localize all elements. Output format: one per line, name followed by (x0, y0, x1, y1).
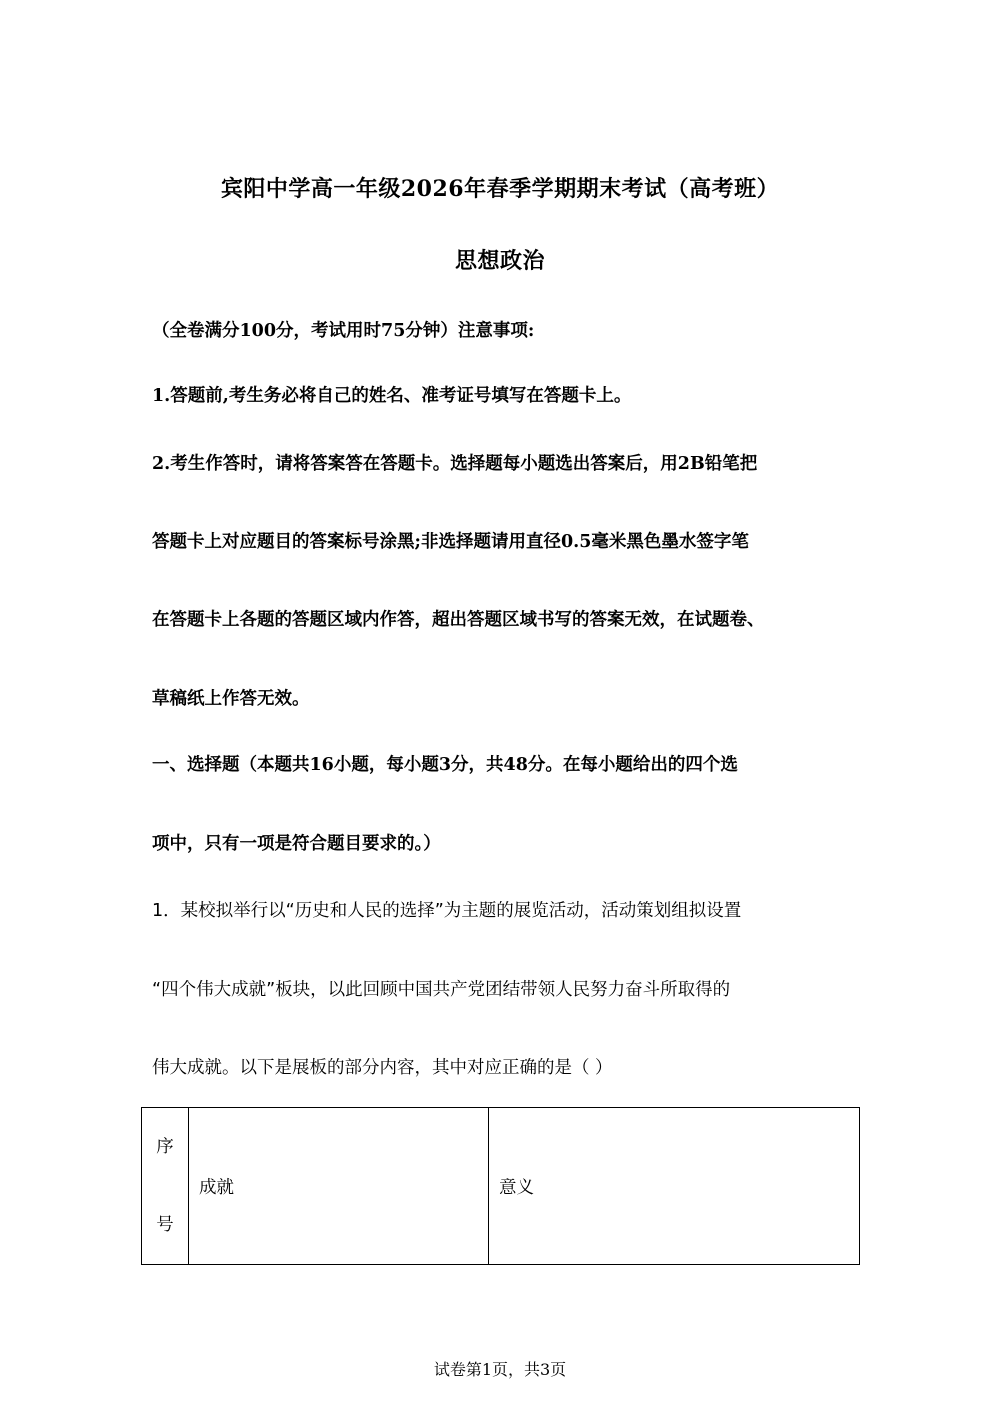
notice-item: 在答题卡上各题的答题区域内作答，超出答题区域书写的答案无效，在试题卷、 (152, 610, 765, 630)
section-heading: 项中，只有一项是符合题目要求的。） (152, 834, 441, 854)
notice-item: 1.答题前,考生务必将自己的姓名、准考证号填写在答题卡上。 (152, 386, 632, 406)
notice-item: 2.考生作答时，请将答案答在答题卡。选择题每小题选出答案后，用2B铅笔把 (152, 454, 758, 474)
section-heading: 一、选择题（本题共16小题，每小题3分，共48分。在每小题给出的四个选 (152, 755, 738, 775)
significance-header-cell: 意义 (489, 1108, 860, 1265)
notice-item: 草稿纸上作答无效。 (152, 689, 310, 709)
page-footer: 试卷第1页，共3页 (433, 1360, 567, 1379)
index-header-char: 号 (156, 1215, 174, 1235)
achievement-table (141, 1107, 860, 1265)
question-text: 1．某校拟举行以“历史和人民的选择”为主题的展览活动，活动策划组拟设置 (152, 901, 742, 921)
subject-title: 思想政治 (454, 248, 545, 274)
notice-item: 答题卡上对应题目的答案标号涂黑;非选择题请用直径0.5毫米黑色墨水签字笔 (152, 532, 749, 552)
question-text: “四个伟大成就”板块，以此回顾中国共产党团结带领人民努力奋斗所取得的 (152, 980, 731, 1000)
achievement-header-cell: 成就 (189, 1108, 489, 1265)
notice-intro: （全卷满分100分，考试用时75分钟）注意事项: (152, 321, 535, 341)
index-header-char: 序 (156, 1137, 174, 1157)
question-text: 伟大成就。以下是展板的部分内容，其中对应正确的是（ ） (152, 1058, 613, 1078)
table-header-row (142, 1108, 860, 1265)
index-header-cell (142, 1108, 189, 1265)
exam-title: 宾阳中学高一年级2026年春季学期期末考试（高考班） (220, 176, 780, 202)
